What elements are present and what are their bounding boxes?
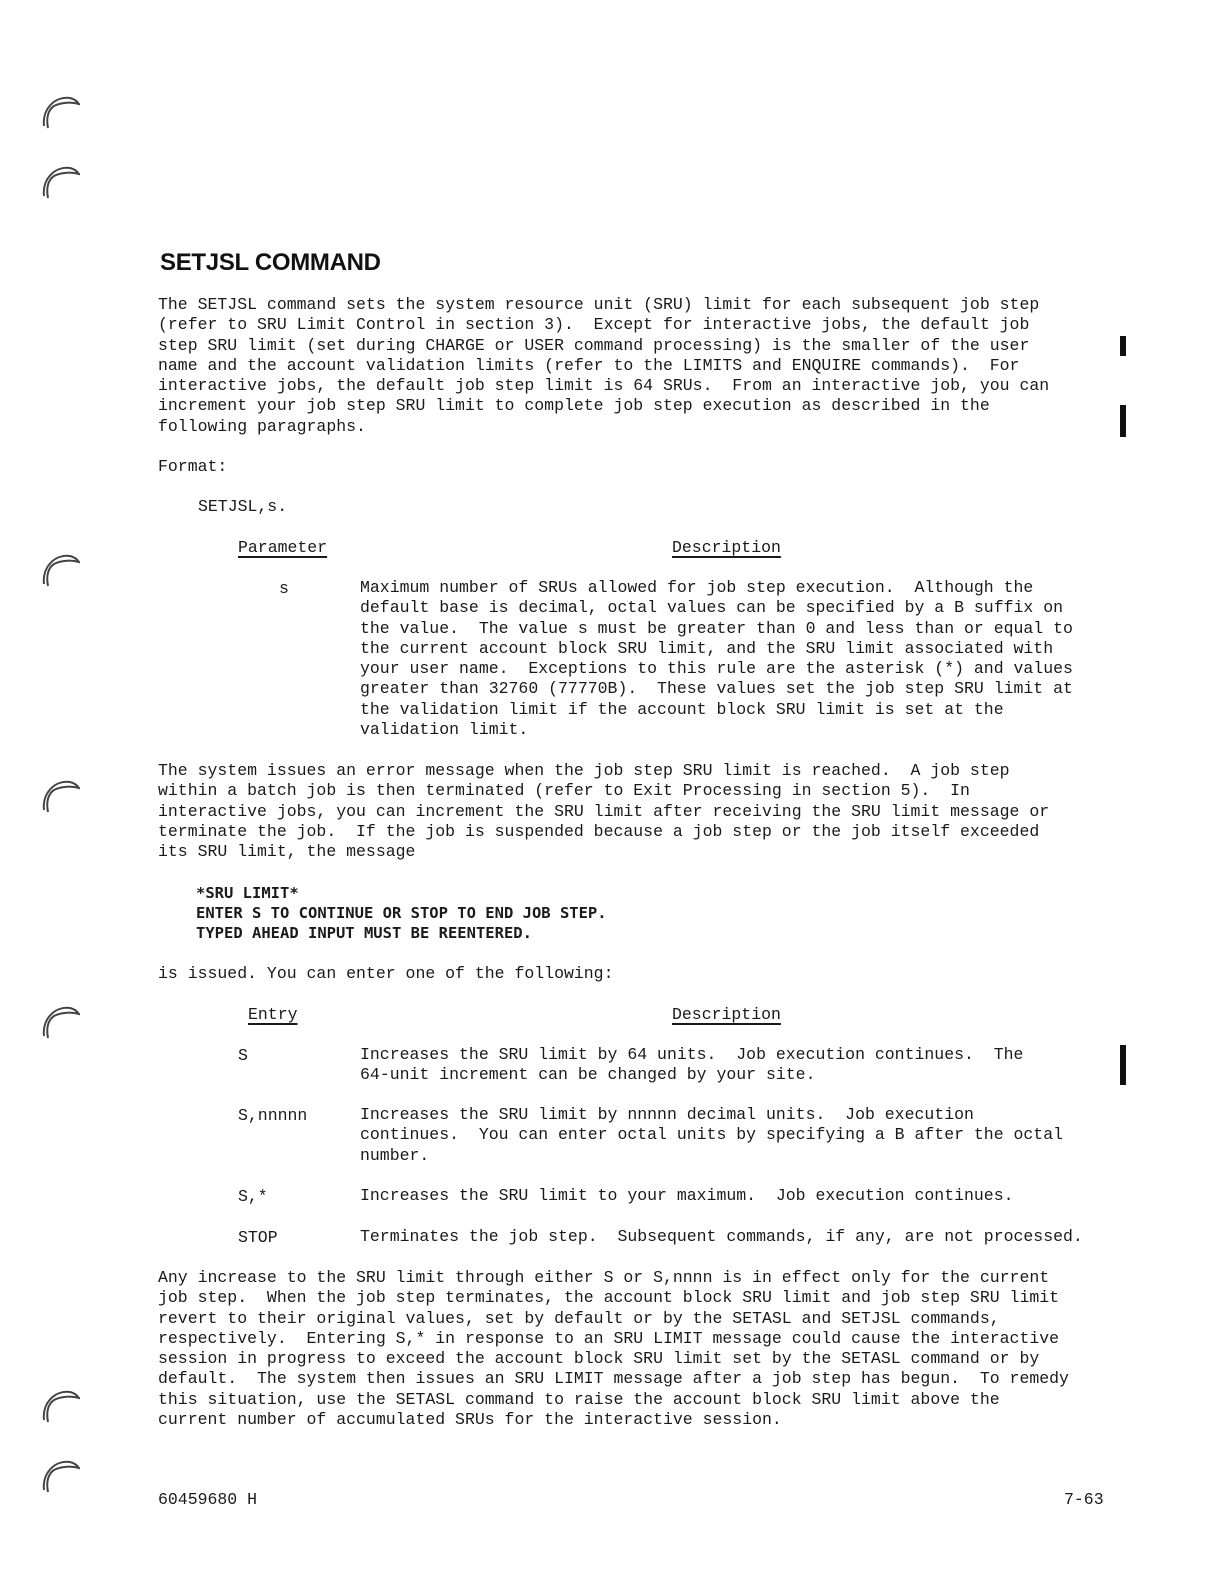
intro-paragraph: The SETJSL command sets the system resource unit (SRU) limit for each subsequent job step (refer to SRU Limit Control in section 3). Except for interactive jobs, the default job step SRU limit (set during CHARGE or USER command processing) is the smaller of the user name and the account validation limits (refer to the LIMITS and ENQUIRE commands). For interactive jobs, the default job step limit is 64 SRUs. From an interactive job, you can increment your job step SRU limit to complete job step execution as described in the following paragraphs.	[158, 295, 1050, 436]
message-line: ENTER S TO CONTINUE OR STOP TO END JOB STEP.	[196, 904, 607, 922]
revision-change-bar	[1120, 1045, 1126, 1085]
parameter-column-header: Parameter	[238, 538, 328, 557]
entry-name: S	[238, 1046, 248, 1065]
punch-hole-mark	[36, 90, 80, 130]
page-title: SETJSL COMMAND	[160, 249, 381, 276]
entry-name: S,nnnnn	[238, 1106, 308, 1125]
revision-change-bar	[1120, 336, 1126, 356]
revision-change-bar	[1120, 405, 1126, 437]
description-column-header: Description	[672, 1005, 781, 1024]
punch-hole-mark	[36, 1454, 80, 1494]
entry-name: S,*	[238, 1187, 268, 1206]
parameter-description: Maximum number of SRUs allowed for job step execution. Although the default base is decimal, octal values can be specified by a B suffix on the value. The value s must be greater than 0 and less than or equal to the current account block SRU limit, and the SRU limit associated with your user name. Exceptions to this rule are the asterisk (*) and values greater than 32760 (77770B). These values set the job step SRU limit at the validation limit if the account block SRU limit is set at the validation limit.	[360, 578, 1073, 740]
entry-description: Increases the SRU limit to your maximum. Job execution continues.	[360, 1186, 1014, 1205]
page-number: 7-63	[1064, 1490, 1104, 1509]
document-number: 60459680 H	[158, 1490, 258, 1509]
error-paragraph: The system issues an error message when the job step SRU limit is reached. A job step within a batch job is then terminated (refer to Exit Processing in section 5). In interactive jobs, you can increment the SRU limit after receiving the SRU limit message or terminate the job. If the job is suspended because a job step or the job itself exceeded its SRU limit, the message	[158, 761, 1050, 862]
format-label: Format:	[158, 457, 228, 476]
closing-paragraph: Any increase to the SRU limit through either S or S,nnnn is in effect only for the current job step. When the job step terminates, the account block SRU limit and job step SRU limit revert to their original values, set by default or by the SETASL and SETJSL commands, respectively. Entering S,* in response to an SRU LIMIT message could cause the interactive session in progress to exceed the account block SRU limit set by the SETASL command or by default. The system then issues an SRU LIMIT message after a job step has begun. To remedy this situation, use the SETASL command to raise the account block SRU limit above the current number of accumulated SRUs for the interactive session.	[158, 1268, 1069, 1430]
entry-name: STOP	[238, 1228, 278, 1247]
punch-hole-mark	[36, 1384, 80, 1424]
entry-description: Increases the SRU limit by nnnnn decimal units. Job execution continues. You can enter octal units by specifying a B after the octal number.	[360, 1105, 1064, 1165]
message-line: *SRU LIMIT*	[196, 884, 299, 902]
entry-column-header: Entry	[248, 1005, 298, 1024]
message-line: TYPED AHEAD INPUT MUST BE REENTERED.	[196, 924, 532, 942]
parameter-name: s	[279, 579, 289, 598]
punch-hole-mark	[36, 548, 80, 588]
entry-description: Terminates the job step. Subsequent commands, if any, are not processed.	[360, 1227, 1083, 1246]
entry-description: Increases the SRU limit by 64 units. Job execution continues. The 64-unit increment can be changed by your site.	[360, 1045, 1024, 1085]
issued-line: is issued. You can enter one of the following:	[158, 964, 614, 983]
punch-hole-mark	[36, 160, 80, 200]
punch-hole-mark	[36, 774, 80, 814]
punch-hole-mark	[36, 1000, 80, 1040]
description-column-header: Description	[672, 538, 781, 557]
format-syntax: SETJSL,s.	[198, 497, 288, 516]
